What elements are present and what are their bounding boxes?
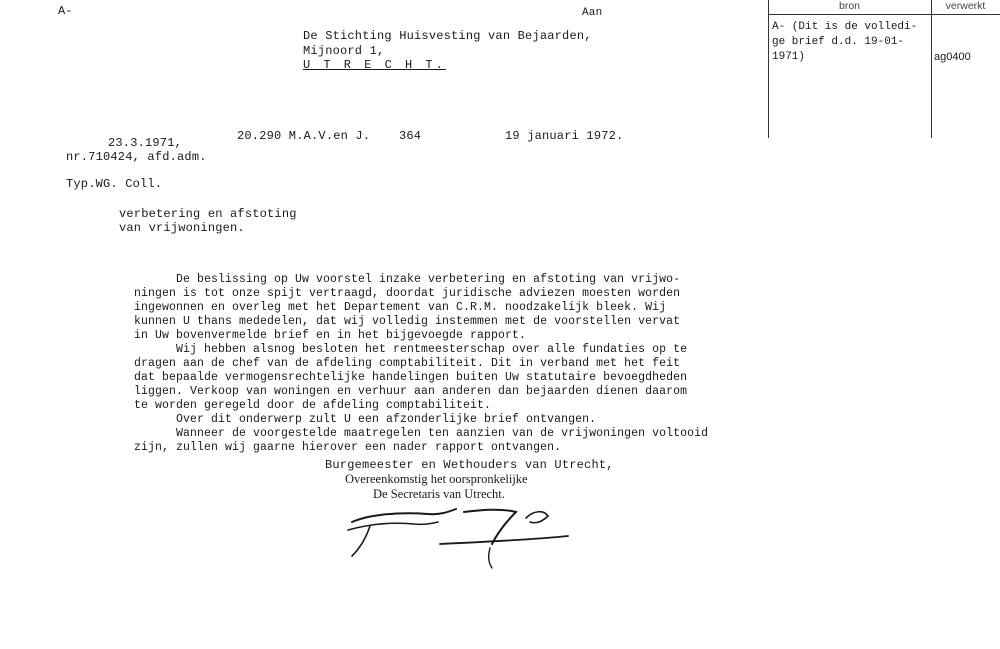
body-line-9: liggen. Verkoop van woningen en verhuur aan anderen dan bejaarden dienen daarom (134, 385, 688, 398)
body-line-8: dat bepaalde vermogensrechtelijke handelingen buiten Uw statutaire bevoegdheden (134, 371, 688, 384)
recipient-line-1: De Stichting Huisvesting van Bejaarden, (303, 29, 592, 43)
file-code: 20.290 M.A.V.en J. (237, 129, 371, 143)
aan-label: Aan (582, 7, 603, 19)
body-line-7: dragen aan de chef van de afdeling comptabiliteit. Dit in verband met het feit (134, 357, 681, 370)
closing-line-3: De Secretaris van Utrecht. (373, 487, 505, 501)
signature-icon (330, 500, 580, 580)
date-reference: 23.3.1971, (108, 136, 183, 150)
body-line-5: in Uw bovenvermelde brief en in het bijgevoegde rapport. (134, 329, 527, 342)
bron-line-1: A- (Dit is de volledi- (772, 21, 918, 33)
body-line-13: zijn, zullen wij gaarne hierover een nader rapport ontvangen. (134, 441, 562, 454)
typist-initials: Typ.WG. Coll. (66, 177, 163, 191)
col-verwerkt-header: verwerkt (931, 0, 1000, 15)
body-line-11: Over dit onderwerp zult U een afzonderlijke brief ontvangen. (134, 413, 597, 426)
closing-line-1: Burgemeester en Wethouders van Utrecht, (325, 458, 614, 472)
letter-number: 364 (399, 129, 422, 143)
body-line-10: te worden geregeld door de afdeling comptabiliteit. (134, 399, 492, 412)
bron-line-3: 1971) (772, 51, 806, 63)
number-reference: nr.710424, afd.adm. (66, 150, 207, 164)
body-line-12: Wanneer de voorgestelde maatregelen ten aanzien van de vrijwoningen voltooid (134, 427, 709, 440)
recipient-line-3: U T R E C H T. (303, 58, 446, 72)
subject-line-1: verbetering en afstoting (119, 207, 297, 221)
body-line-6: Wij hebben alsnog besloten het rentmeesterschap over alle fundaties op te (134, 343, 688, 356)
closing-line-2: Overeenkomstig het oorspronkelijke (345, 472, 528, 486)
left-mark: A- (58, 4, 73, 18)
body-line-1: De beslissing op Uw voorstel inzake verbetering en afstoting van vrijwo- (134, 273, 681, 286)
table-divider-middle (931, 0, 932, 138)
letter-date: 19 januari 1972. (505, 129, 624, 143)
recipient-line-2: Mijnoord 1, (303, 44, 385, 58)
col-bron-header: bron (768, 0, 931, 15)
body-line-2: ningen is tot onze spijt vertraagd, doordat juridische adviezen moesten worden (134, 287, 681, 300)
subject-line-2: van vrijwoningen. (119, 221, 245, 235)
body-line-3: ingewonnen en overleg met het Departement van C.R.M. noodzakelijk bleek. Wij (134, 301, 667, 314)
table-divider-left (768, 0, 769, 138)
body-line-4: kunnen U thans mededelen, dat wij volledig instemmen met de voorstellen vervat (134, 315, 681, 328)
verwerkt-value: ag0400 (934, 51, 971, 63)
bron-line-2: ge brief d.d. 19-01- (772, 36, 905, 48)
source-table (764, 0, 1000, 138)
